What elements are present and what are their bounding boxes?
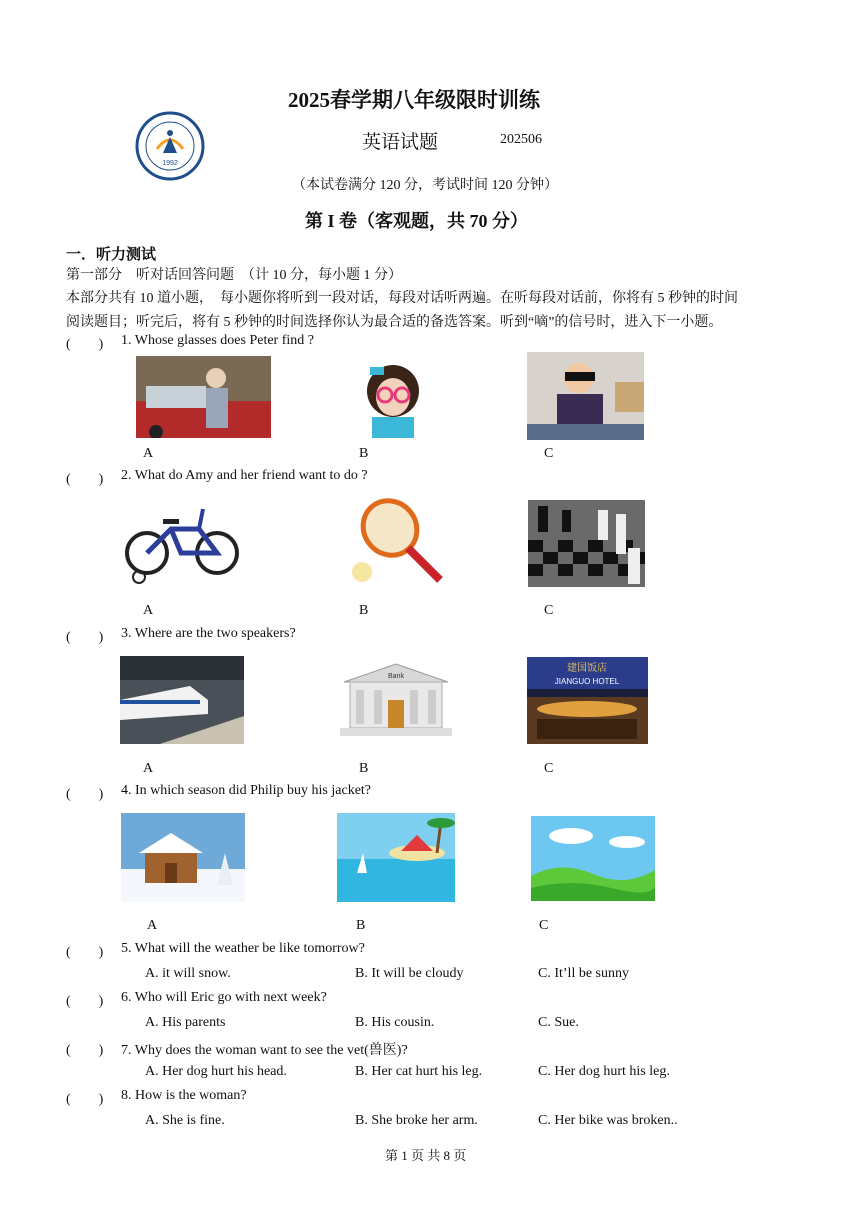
svg-text:Bank: Bank	[388, 673, 404, 680]
image-boy-sunglasses[interactable]	[527, 352, 644, 440]
instructions-line-2: 阅读题目；听完后，将有 5 秒钟的时间选择你认为最合适的备选答案。听到“嘀”的信号时，进入下一小题。	[66, 315, 723, 330]
question-3: 3. Where are the two speakers?	[121, 626, 296, 641]
question-5: 5. What will the weather be like tomorrow?	[121, 941, 365, 956]
option-label: B	[356, 918, 366, 933]
option-c[interactable]: C. Her bike was broken..	[538, 1113, 678, 1128]
option-c[interactable]: C. Sue.	[538, 1015, 579, 1030]
option-a[interactable]: A. Her dog hurt his head.	[145, 1064, 287, 1079]
option-label: A	[143, 603, 154, 618]
option-label: B	[359, 761, 369, 776]
svg-text:1992: 1992	[162, 160, 178, 167]
option-b[interactable]: B. His cousin.	[355, 1015, 435, 1030]
option-label: C	[544, 761, 554, 776]
part1-title: 第一部分 听对话回答问题 （计 10 分，每小题 1 分）	[66, 268, 402, 283]
instructions-line-1: 本部分共有 10 道小题， 每小题你将听到一段对话，每段对话听两遍。在听每段对话前，你将有 5 秒钟的时间	[66, 291, 738, 306]
image-train-station[interactable]	[120, 656, 244, 744]
image-spring-grass[interactable]	[531, 816, 655, 901]
image-hotel[interactable]	[527, 657, 648, 744]
option-a[interactable]: A. She is fine.	[145, 1113, 225, 1128]
question-4: 4. In which season did Philip buy his jacket?	[121, 783, 372, 798]
part-title: 第 I 卷（客观题，共 70 分）	[305, 211, 529, 231]
option-a[interactable]: A. it will snow.	[145, 966, 231, 981]
option-label: A	[143, 761, 154, 776]
image-tennis-racket[interactable]	[350, 496, 446, 586]
question-8: 8. How is the woman?	[121, 1088, 247, 1103]
section-title: 一．听力测试	[66, 246, 157, 263]
exam-title: 2025春学期八年级限时训练	[288, 88, 540, 112]
question-2: 2. What do Amy and her friend want to do ?	[121, 468, 368, 483]
option-b[interactable]: B. Her cat hurt his leg.	[355, 1064, 483, 1079]
option-label: A	[147, 918, 158, 933]
answer-bracket[interactable]: ( )	[66, 337, 104, 352]
option-label: B	[359, 603, 369, 618]
question-6: 6. Who will Eric go with next week?	[121, 990, 327, 1005]
subject-title: 英语试题	[362, 132, 439, 153]
option-label: B	[359, 446, 369, 461]
option-label: C	[544, 603, 554, 618]
answer-bracket[interactable]: ( )	[66, 994, 104, 1009]
option-label: C	[544, 446, 554, 461]
option-a[interactable]: A. His parents	[145, 1015, 226, 1030]
answer-bracket[interactable]: ( )	[66, 1043, 104, 1058]
option-c[interactable]: C. It’ll be sunny	[538, 966, 629, 981]
answer-bracket[interactable]: ( )	[66, 787, 104, 802]
option-b[interactable]: B. She broke her arm.	[355, 1113, 478, 1128]
answer-bracket[interactable]: ( )	[66, 945, 104, 960]
image-bank[interactable]	[334, 660, 458, 740]
question-1: 1. Whose glasses does Peter find ?	[121, 333, 314, 348]
answer-bracket[interactable]: ( )	[66, 630, 104, 645]
svg-text:JIANGUO HOTEL: JIANGUO HOTEL	[554, 677, 620, 686]
answer-bracket[interactable]: ( )	[66, 1092, 104, 1107]
image-chess[interactable]	[528, 500, 645, 587]
option-c[interactable]: C. Her dog hurt his leg.	[538, 1064, 670, 1079]
image-summer-beach[interactable]	[337, 813, 455, 902]
image-girl-glasses[interactable]	[352, 355, 434, 438]
image-bicycle[interactable]	[121, 495, 243, 587]
option-label: C	[539, 918, 549, 933]
option-label: A	[143, 446, 154, 461]
exam-note: （本试卷满分 120 分，考试时间 120 分钟）	[292, 178, 558, 193]
school-logo	[135, 111, 205, 181]
answer-bracket[interactable]: ( )	[66, 472, 104, 487]
svg-text:建国饭店: 建国饭店	[567, 663, 607, 674]
image-old-man-car[interactable]	[136, 356, 271, 438]
image-winter-cabin[interactable]	[121, 813, 245, 902]
option-b[interactable]: B. It will be cloudy	[355, 966, 464, 981]
question-7: 7. Why does the woman want to see the vet(兽医)?	[121, 1043, 408, 1058]
page-number: 第 1 页 共 8 页	[385, 1148, 467, 1163]
exam-code: 202506	[500, 132, 542, 147]
